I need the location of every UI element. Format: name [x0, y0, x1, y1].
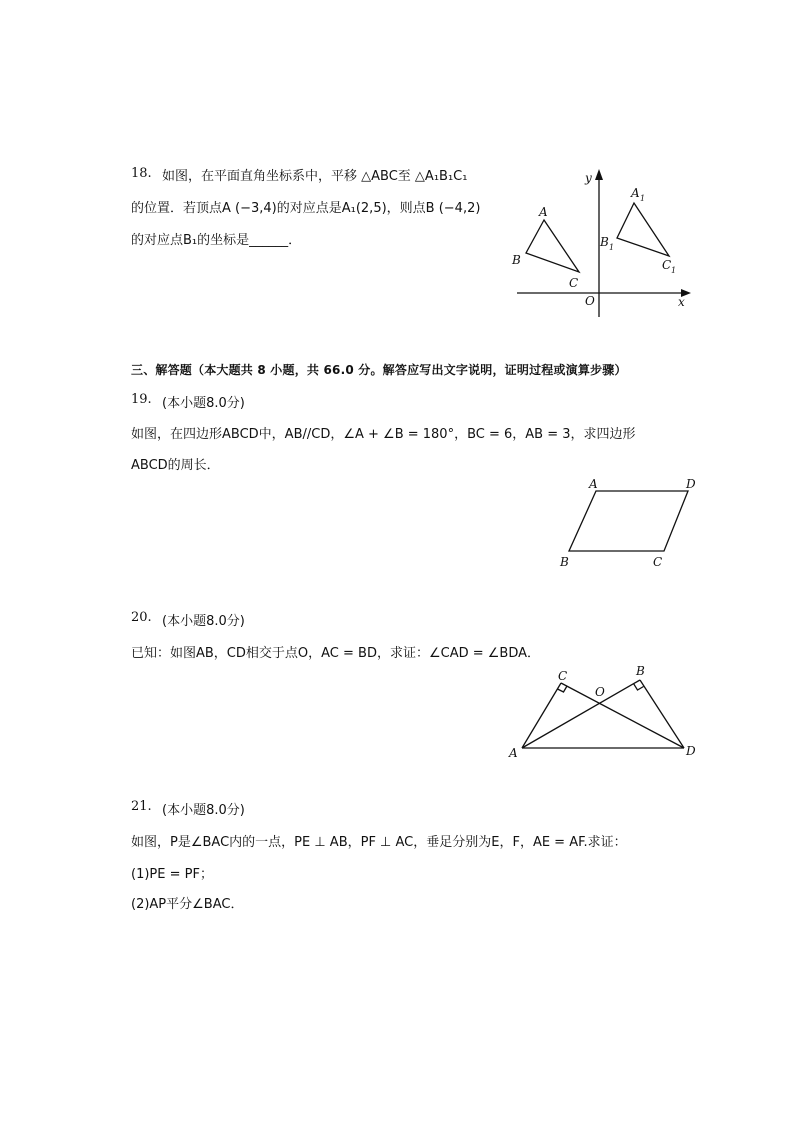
label-a1: A [631, 186, 640, 200]
y-axis-label: y [585, 171, 592, 185]
label-b1-sub: 1 [609, 243, 615, 252]
x-axis-label: x [678, 295, 685, 309]
q19-figure [552, 474, 702, 574]
label-b: B [512, 253, 521, 267]
q18-line2: 的位置．若顶点A (−3,4)的对应点是A₁(2,5)，则点B (−4,2) [131, 201, 481, 216]
q19-score: (本小题8.0分) [162, 396, 245, 411]
label-a: A [509, 746, 518, 760]
label-c1-sub: 1 [671, 266, 677, 275]
label-d: D [686, 477, 696, 491]
q21-line1: 如图，P是∠BAC内的一点，PE ⊥ AB，PF ⊥ AC，垂足分别为E，F，AE = AF.求证： [131, 835, 627, 850]
triangle-abc [526, 220, 579, 272]
q20-line1: 已知：如图AB，CD相交于点O，AC = BD，求证：∠CAD = ∠BDA． [131, 646, 540, 661]
q18-line3: 的对应点B₁的坐标是______． [131, 233, 302, 248]
label-a1-sub: 1 [640, 194, 646, 203]
label-a: A [539, 205, 548, 219]
segment-ac [522, 683, 561, 748]
section-heading: 三、解答题（本大题共 8 小题，共 66.0 分。解答应写出文字说明，证明过程或演算步骤） [131, 363, 627, 377]
q18-figure [505, 165, 705, 325]
q19-number: 19. [131, 392, 152, 407]
parallelogram-abcd [569, 491, 688, 551]
label-c: C [653, 555, 663, 569]
label-c1: C [662, 258, 672, 272]
triangle-a1b1c1 [617, 203, 669, 256]
q21-number: 21. [131, 799, 152, 814]
q20-number: 20. [131, 610, 152, 625]
origin-label: O [585, 294, 595, 308]
segment-bd [640, 680, 684, 748]
q21-line2: (1)PE = PF； [131, 867, 213, 882]
label-d: D [686, 744, 696, 758]
q21-score: (本小题8.0分) [162, 803, 245, 818]
label-b1: B [600, 235, 609, 249]
label-c: C [558, 669, 568, 683]
label-a: A [589, 477, 598, 491]
q21-line3: (2)AP平分∠BAC． [131, 897, 244, 912]
right-angle-mark-b [634, 684, 644, 691]
label-o: O [595, 685, 605, 699]
q20-score: (本小题8.0分) [162, 614, 245, 629]
q20-figure [500, 660, 710, 765]
q18-number: 18. [131, 166, 152, 181]
q19-line1: 如图，在四边形ABCD中，AB//CD，∠A + ∠B = 180°，BC = 6，AB = 3，求四边形 [131, 427, 636, 442]
label-c: C [569, 276, 579, 290]
q19-line2: ABCD的周长． [131, 458, 220, 473]
segment-ab [522, 680, 640, 748]
y-axis-arrow-icon [595, 169, 603, 180]
label-b: B [636, 664, 645, 678]
q18-line1: 如图，在平面直角坐标系中，平移 △ABC至 △A₁B₁C₁ [162, 169, 468, 184]
label-b: B [560, 555, 569, 569]
